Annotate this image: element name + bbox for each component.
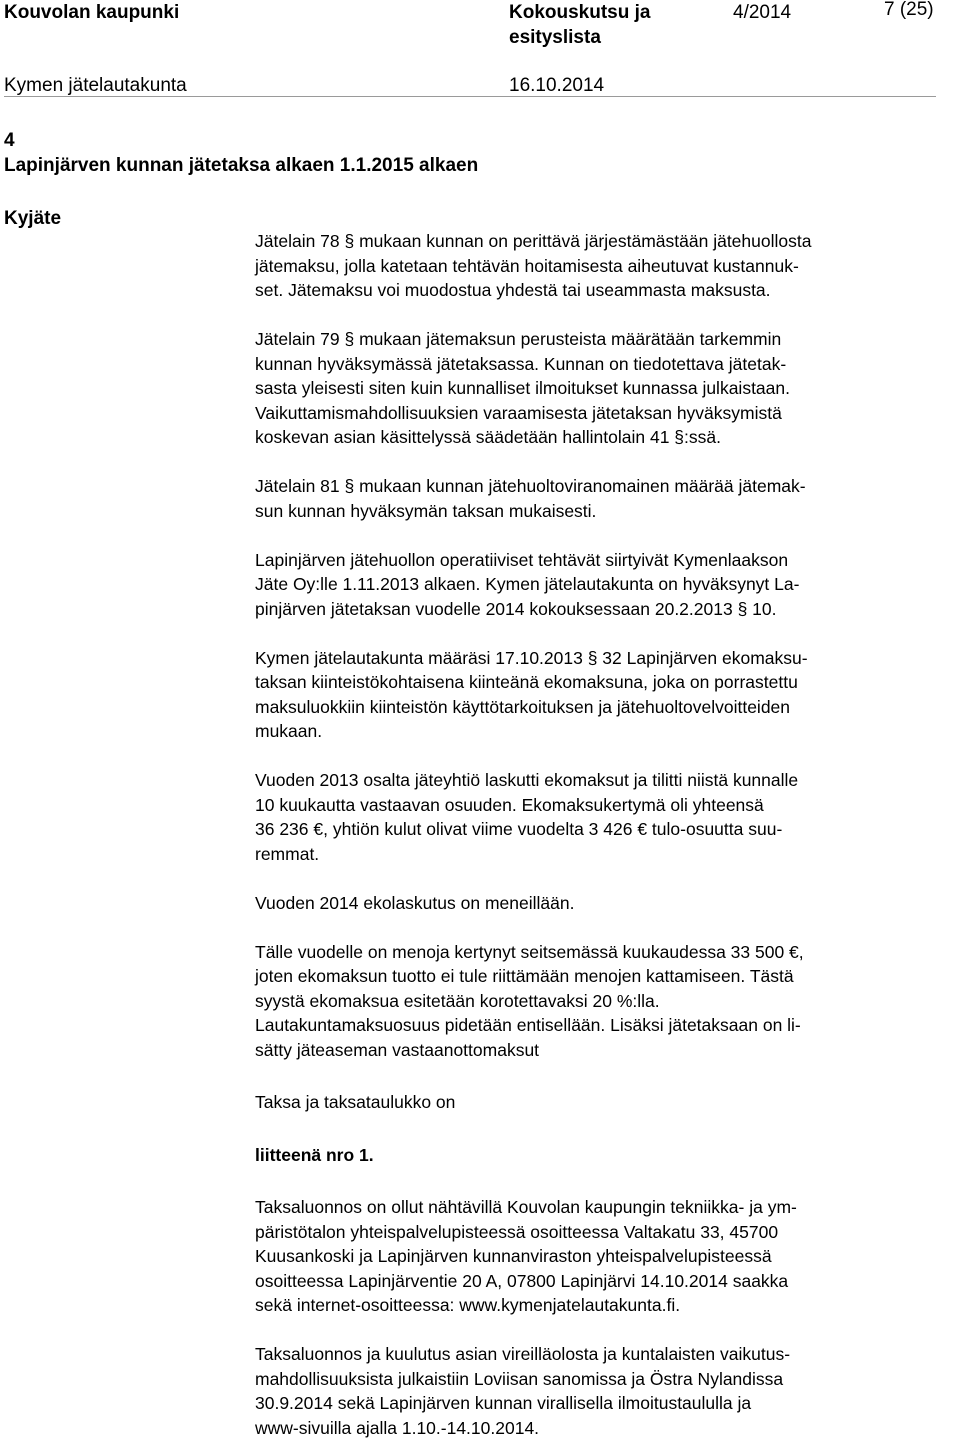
paragraph-line: sätty jäteaseman vastaanottomaksut [255,1038,935,1063]
section-title: Lapinjärven kunnan jätetaksa alkaen 1.1.2015 alkaen [4,153,478,179]
paragraph-line: set. Jätemaksu voi muodostua yhdestä tai useammasta maksusta. [255,278,935,303]
paragraph-line: päristötalon yhteispalvelupisteessä osoitteessa Valtakatu 33, 45700 [255,1220,935,1245]
section-number: 4 [4,128,15,154]
paragraph-line: liitteenä nro 1. [255,1143,935,1168]
meeting-date: 16.10.2014 [509,73,604,98]
paragraph-line: 10 kuukautta vastaavan osuuden. Ekomaksukertymä oli yhteensä [255,793,935,818]
paragraph-line: sasta yleisesti siten kuin kunnalliset ilmoitukset kunnassa julkaistaan. [255,376,935,401]
organization-name: Kouvolan kaupunki [4,0,179,25]
paragraph-line: www-sivuilla ajalla 1.10.-14.10.2014. [255,1416,935,1440]
committee-name: Kymen jätelautakunta [4,73,187,98]
paragraph-line: osoitteessa Lapinjärventie 20 A, 07800 Lapinjärvi 14.10.2014 saakka [255,1269,935,1294]
paragraph-line: mukaan. [255,719,935,744]
paragraph [255,891,935,916]
paragraph-line: Jätelain 81 § mukaan kunnan jätehuoltoviranomainen määrää jätemak- [255,474,935,499]
paragraph-line: maksuluokkiin kiinteistön käyttötarkoituksen ja jätehuoltovelvoitteiden [255,695,935,720]
paragraph-line: Tälle vuodelle on menoja kertynyt seitsemässä kuukaudessa 33 500 €, [255,940,935,965]
paragraph-line: mahdollisuuksista julkaistiin Loviisan sanomissa ja Östra Nylandissa [255,1367,935,1392]
paragraph-line: taksan kiinteistökohtaisena kiinteänä ekomaksuna, joka on porrastettu [255,670,935,695]
section-subheading: Kyjäte [4,206,61,232]
document-type: Kokouskutsu ja [509,0,650,25]
paragraph-line: Vuoden 2014 ekolaskutus on meneillään. [255,891,935,916]
paragraph-line: Taksaluonnos on ollut nähtävillä Kouvolan kaupungin tekniikka- ja ym- [255,1195,935,1220]
page-number: 7 (25) [884,0,934,22]
paragraph-line: joten ekomaksun tuotto ei tule riittämään menojen kattamiseen. Tästä [255,964,935,989]
paragraph-line: sun kunnan hyväksymän taksan mukaisesti. [255,499,935,524]
paragraph-line: Jätelain 79 § mukaan jätemaksun perusteista määrätään tarkemmin [255,327,935,352]
meeting-number: 4/2014 [733,0,791,25]
paragraph-line: pinjärven jätetaksan vuodelle 2014 kokouksessaan 20.2.2013 § 10. [255,597,935,622]
paragraph-line: sekä internet-osoitteessa: www.kymenjatelautakunta.fi. [255,1293,935,1318]
paragraph [255,474,935,523]
paragraph [255,768,935,866]
paragraph [255,1143,935,1168]
paragraph-line: Lautakuntamaksuosuus pidetään entisellään. Lisäksi jätetaksaan on li- [255,1013,935,1038]
paragraph [255,940,935,1063]
paragraph-line: Vuoden 2013 osalta jäteyhtiö laskutti ekomaksut ja tilitti niistä kunnalle [255,768,935,793]
paragraph-line: 30.9.2014 sekä Lapinjärven kunnan virallisella ilmoitustaululla ja [255,1391,935,1416]
paragraph-line: Vaikuttamismahdollisuuksien varaamisesta jätetaksan hyväksymistä [255,401,935,426]
paragraph [255,548,935,622]
paragraph-line: koskevan asian käsittelyssä säädetään hallintolain 41 §:ssä. [255,425,935,450]
paragraph [255,1342,935,1440]
paragraph [255,1195,935,1318]
paragraph-line: 36 236 €, yhtiön kulut olivat viime vuodelta 3 426 € tulo-osuutta suu- [255,817,935,842]
document-type-continued: esityslista [509,25,601,50]
paragraph-line: Lapinjärven jätehuollon operatiiviset tehtävät siirtyivät Kymenlaakson [255,548,935,573]
paragraph-line: kunnan hyväksymässä jätetaksassa. Kunnan on tiedotettava jätetak- [255,352,935,377]
paragraph [255,229,935,303]
paragraph [255,1090,935,1115]
paragraph-line: Jätelain 78 § mukaan kunnan on perittävä järjestämästään jätehuollosta [255,229,935,254]
paragraph-line: jätemaksu, jolla katetaan tehtävän hoitamisesta aiheutuvat kustannuk- [255,254,935,279]
paragraph [255,327,935,450]
document-body [255,229,935,1440]
header-divider [4,96,936,97]
paragraph [255,646,935,744]
paragraph-line: Kymen jätelautakunta määräsi 17.10.2013 § 32 Lapinjärven ekomaksu- [255,646,935,671]
paragraph-line: Taksa ja taksataulukko on [255,1090,935,1115]
paragraph-line: Jäte Oy:lle 1.11.2013 alkaen. Kymen jätelautakunta on hyväksynyt La- [255,572,935,597]
paragraph-line: Taksaluonnos ja kuulutus asian vireilläolosta ja kuntalaisten vaikutus- [255,1342,935,1367]
paragraph-line: remmat. [255,842,935,867]
paragraph-line: Kuusankoski ja Lapinjärven kunnanviraston yhteispalvelupisteessä [255,1244,935,1269]
paragraph-line: syystä ekomaksua esitetään korotettavaksi 20 %:lla. [255,989,935,1014]
